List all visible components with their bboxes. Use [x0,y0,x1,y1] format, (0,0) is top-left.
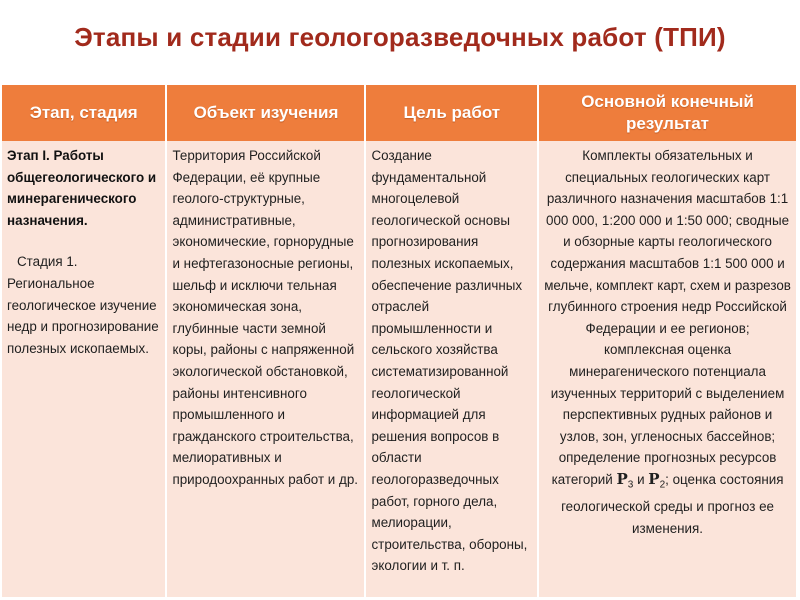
table-row [2,141,796,597]
p3-sub: 3 [627,479,634,491]
cell-object: Территория Российской Федерации, её крупные геолого-структурные, административные, экономические, горнорудные и нефтегазоносные регионы, шельф и исключи тельная экономическая зона, глубинные части земной коры, районы с напряженной экологической обстановкой, районы интенсивного промышленного и гражданского строительства, мелиоративных и природоохранных работ и др. [166,141,365,597]
and-word: и [637,471,645,487]
p-letter-3: P [616,469,628,488]
stage-sub-text: Региональное геологическое изучение недр и прогнозирование полезных ископаемых. [7,275,159,356]
stage-title: Этап I. Работы общегеологического и минерагенического назначения. [7,148,157,228]
cell-goal: Создание фундаментальной многоцелевой геологической основы прогнозирования полезных ископаемых, обеспечение различных отраслей промышленности и сельского хозяйства систематизированной геологической информацией для решения вопросов в области геологоразведочных работ, горного дела, мелиорации, строительства, обороны, экологии и т. п. [365,141,538,597]
result-tail: ; оценка состояния геологической среды и прогноз ее изменения. [561,471,784,536]
p2-sub: 2 [659,479,666,491]
stage-sub [7,251,160,359]
header-goal: Цель работ [365,85,538,141]
result-main: Комплекты обязательных и специальных геологических карт различного назначения масштабов 1:1 000 000, 1:200 000 и 1:50 000; сводные и обзорные карты геологического содержания масштабов 1:1 500 000 и мельче, комплект карт, схем и разрезов глубинного строения недр Российской Федерации и ее регионов; комплексная оценка минерагенического потенциала изученных территорий с выделением перспективных рудных районов и узлов, зон, угленосных бассейнов; определение прогнозных ресурсов категорий [544,148,791,487]
cell-result [538,141,796,597]
cell-stage [2,141,166,597]
table-header-row [2,85,796,141]
page-title: Этапы и стадии геологоразведочных работ (ТПИ) [74,22,726,52]
header-stage: Этап, стадия [2,85,166,141]
header-object: Объект изучения [166,85,365,141]
header-result: Основной конечный результат [538,85,796,141]
stage-sub-label: Стадия 1. [17,254,78,270]
stages-table [2,85,796,597]
p-letter-2: P [648,469,660,488]
